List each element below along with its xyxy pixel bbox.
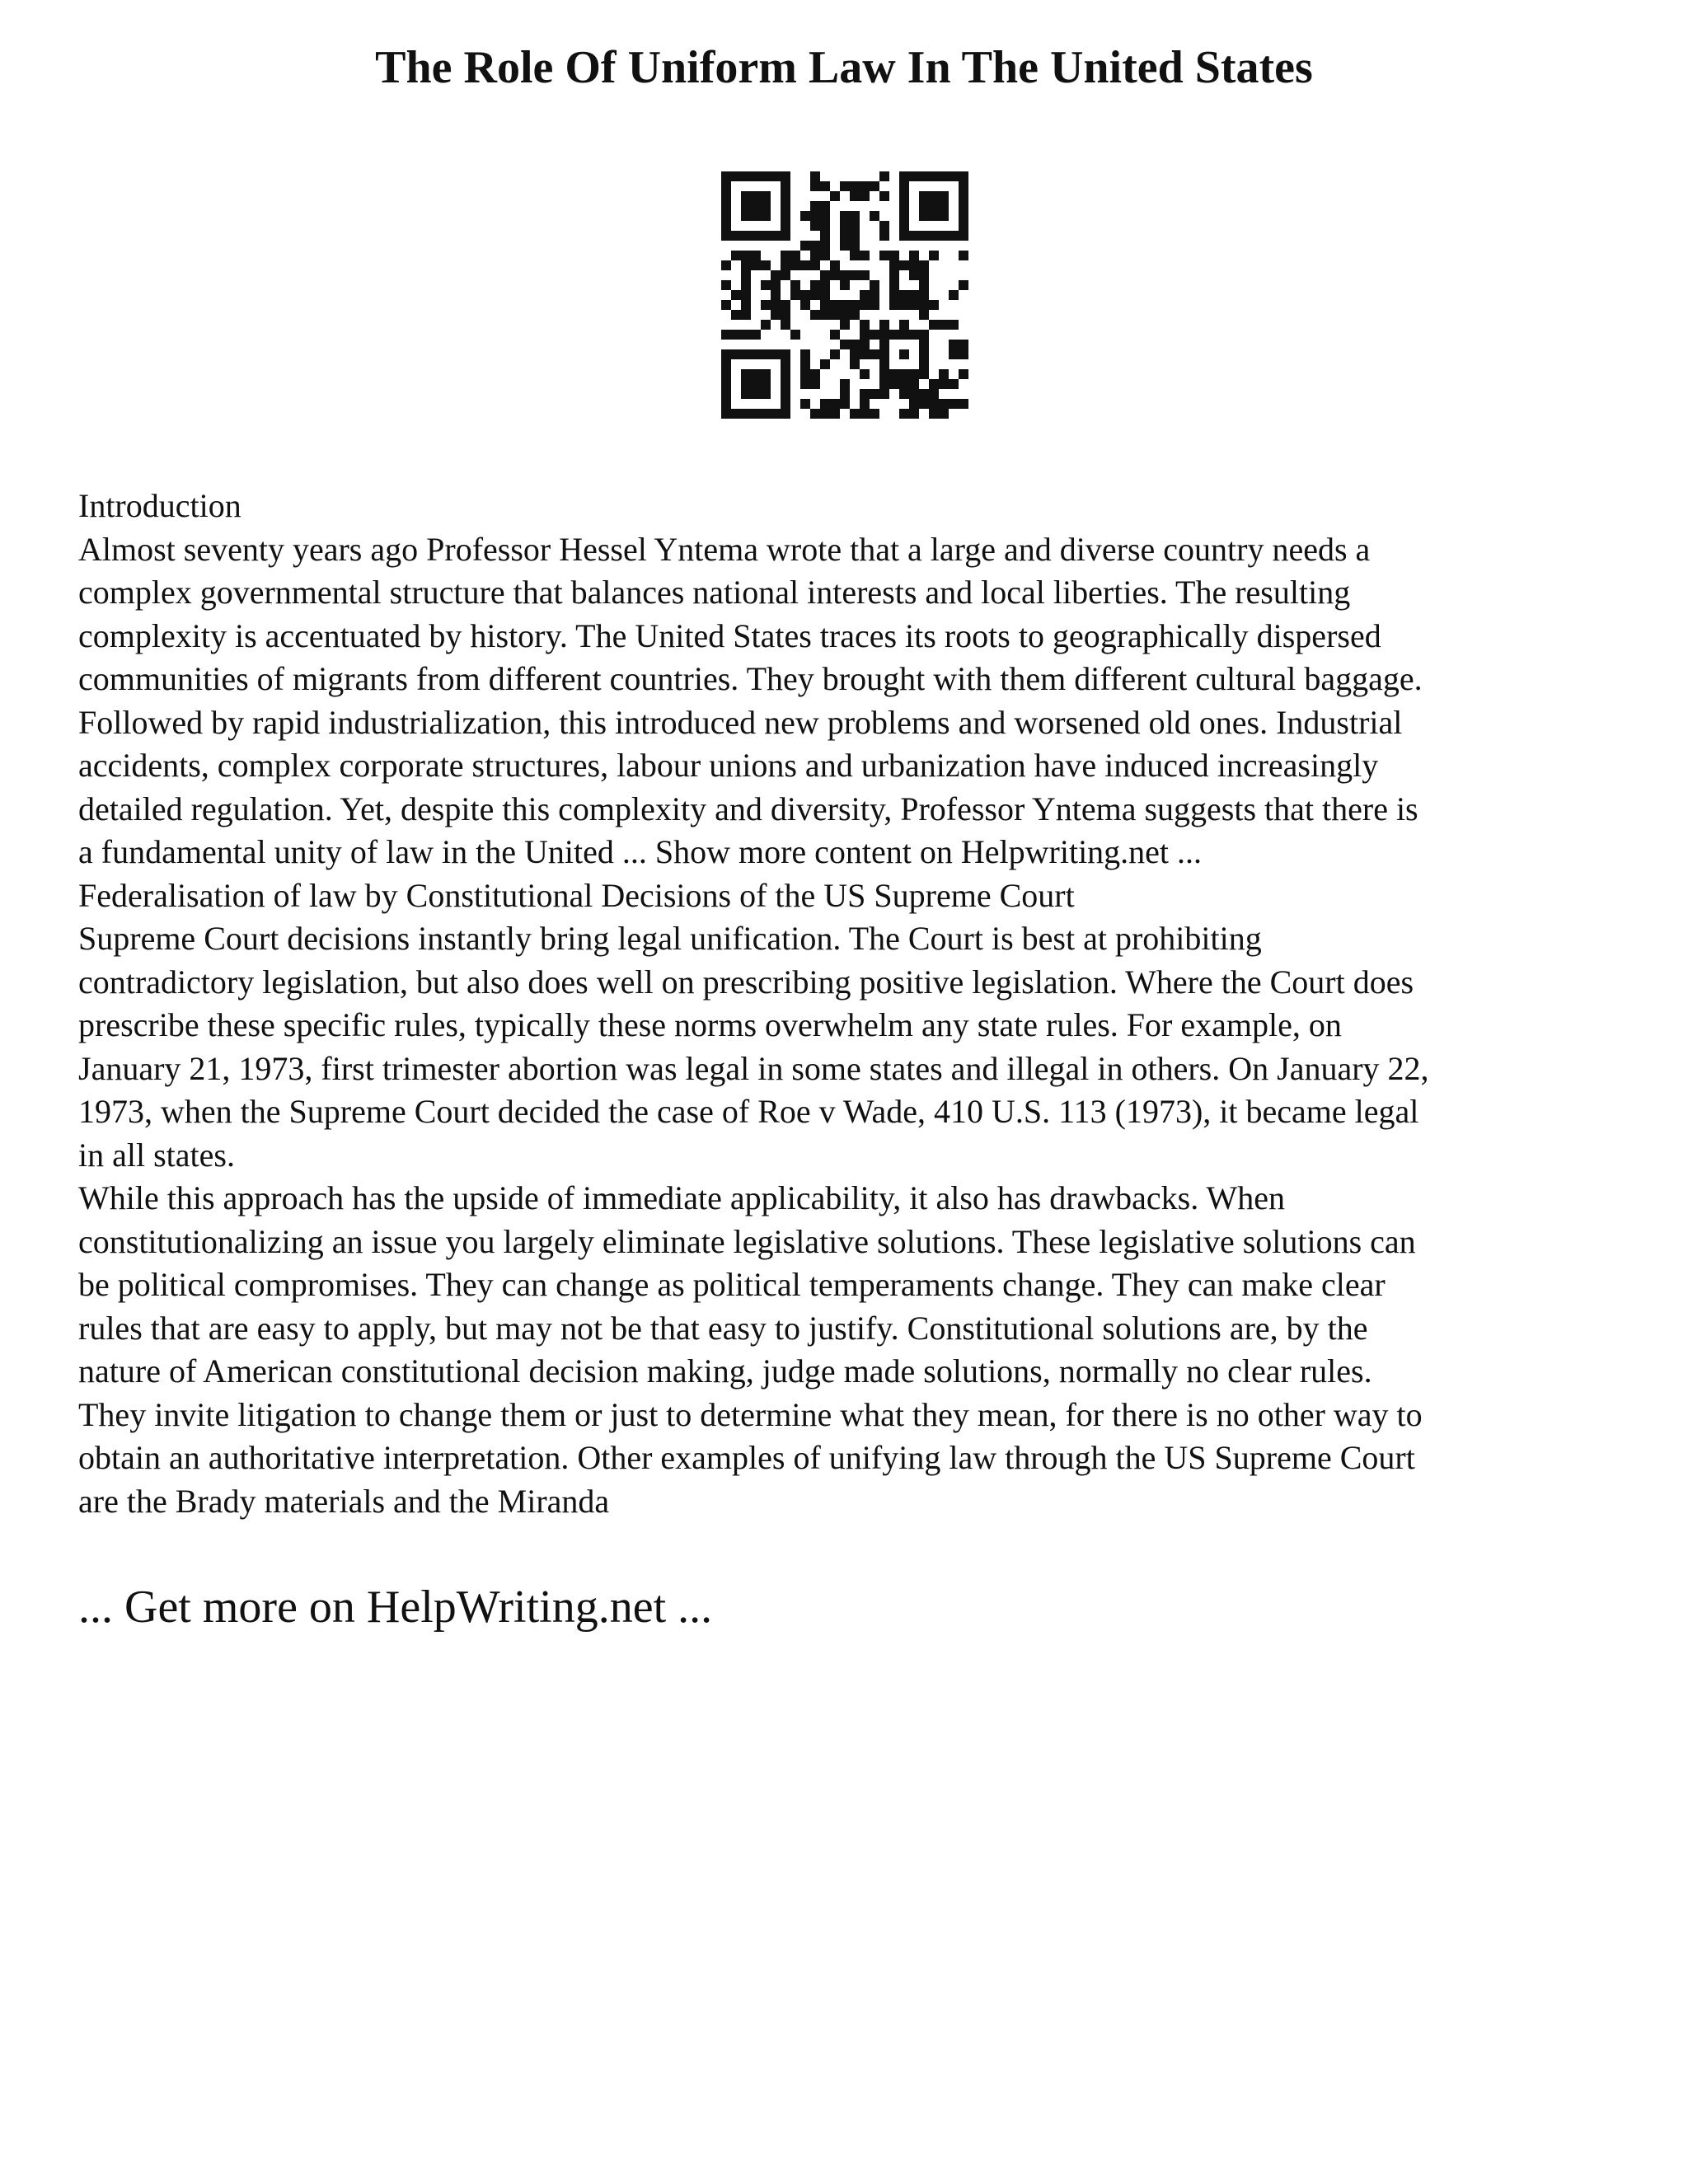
- document-title: The Role Of Uniform Law In The United States: [375, 42, 1313, 93]
- paragraph-line: complex governmental structure that balances national interests and local liberties. The resulting: [78, 574, 1351, 611]
- qr-code-graphic: [721, 171, 968, 419]
- paragraph-line: in all states.: [78, 1136, 235, 1174]
- document-body: [78, 485, 1620, 1523]
- paragraph-line: January 21, 1973, first trimester abortion was legal in some states and illegal in others. On January 22,: [78, 1049, 1429, 1087]
- paragraph-line: communities of migrants from different countries. They brought with them different cultural baggage.: [78, 660, 1423, 697]
- paragraph-line: Followed by rapid industrialization, this introduced new problems and worsened old ones. Industrial: [78, 703, 1403, 741]
- paragraph-line: be political compromises. They can change as political temperaments change. They can make clear: [78, 1266, 1386, 1303]
- show-more-line[interactable]: a fundamental unity of law in the United ... Show more content on Helpwriting.net ...: [78, 833, 1203, 870]
- paragraph-line: detailed regulation. Yet, despite this complexity and diversity, Professor Yntema suggests that there is: [78, 790, 1418, 827]
- section-heading-federalisation: Federalisation of law by Constitutional Decisions of the US Supreme Court: [78, 876, 1075, 914]
- paragraph-line: nature of American constitutional decision making, judge made solutions, normally no clear rules.: [78, 1352, 1372, 1390]
- paragraph-line: Almost seventy years ago Professor Hessel Yntema wrote that a large and diverse country needs a: [78, 530, 1371, 568]
- paragraph-line: They invite litigation to change them or just to determine what they mean, for there is no other way to: [78, 1395, 1423, 1433]
- paragraph-line: constitutionalizing an issue you largely eliminate legislative solutions. These legislative solutions can: [78, 1222, 1416, 1260]
- paragraph-line: 1973, when the Supreme Court decided the case of Roe v Wade, 410 U.S. 113 (1973), it became legal: [78, 1093, 1419, 1130]
- paragraph-line: contradictory legislation, but also does well on prescribing positive legislation. Where the Court does: [78, 963, 1414, 1001]
- paragraph-line: accidents, complex corporate structures, labour unions and urbanization have induced increasingly: [78, 747, 1379, 784]
- qr-code-icon[interactable]: [721, 171, 968, 419]
- paragraph-line: Supreme Court decisions instantly bring legal unification. The Court is best at prohibiting: [78, 920, 1262, 957]
- paragraph-line: rules that are easy to apply, but may not be that easy to justify. Constitutional solutions are, by the: [78, 1309, 1368, 1347]
- section-heading-introduction: Introduction: [78, 487, 241, 524]
- paragraph-line: obtain an authoritative interpretation. Other examples of unifying law through the US Supreme Court: [78, 1439, 1415, 1476]
- paragraph-line: prescribe these specific rules, typically these norms overwhelm any state rules. For example, on: [78, 1006, 1342, 1043]
- paragraph-line: are the Brady materials and the Miranda: [78, 1482, 610, 1520]
- get-more-link[interactable]: ... Get more on HelpWriting.net ...: [78, 1582, 713, 1633]
- paragraph-line: complexity is accentuated by history. The United States traces its roots to geographically dispersed: [78, 616, 1381, 654]
- paragraph-line: While this approach has the upside of immediate applicability, it also has drawbacks. When: [78, 1179, 1286, 1216]
